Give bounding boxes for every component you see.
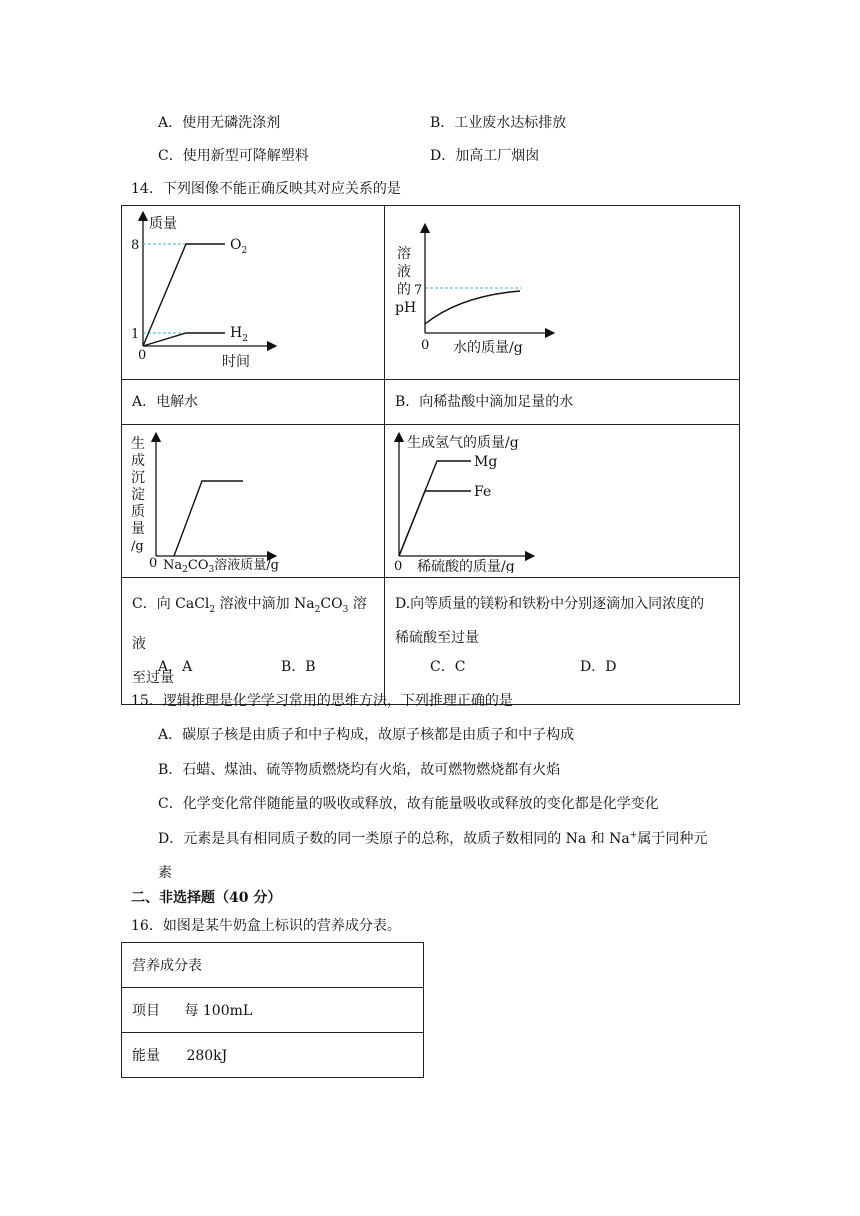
nutrition-row2-value: 280kJ <box>186 1048 228 1064</box>
graph-d-origin: 0 <box>394 559 403 573</box>
graph-b-tick-7: 7 <box>414 283 423 298</box>
caption-b-cell <box>385 380 740 425</box>
graph-c <box>122 425 384 573</box>
graph-b-ylabel-2: 液 <box>397 264 411 280</box>
graph-d <box>385 425 739 573</box>
graph-d-xlabel: 稀硫酸的质量/g <box>417 559 515 573</box>
graph-a-origin: 0 <box>138 348 147 363</box>
table-row <box>122 988 424 1033</box>
graph-b-ylabel-3: 的 <box>397 282 411 298</box>
q14-option-a: A．A <box>158 659 193 675</box>
graph-a-o2-line <box>143 244 225 346</box>
q15-stem: 15．逻辑推理是化学学习常用的思维方法，下列推理正确的是 <box>131 693 513 709</box>
graph-c-origin: 0 <box>149 556 158 571</box>
q14-graph-table <box>121 205 740 705</box>
section-2-title: 二、非选择题（40 分） <box>131 890 282 906</box>
q15-option-d: D．元素是具有相同质子数的同一类原子的总称，故质子数相同的 Na 和 Na+属于同种元 <box>158 830 708 847</box>
graph-c-cell <box>122 425 385 578</box>
graph-c-ylabel-2: 成 <box>131 453 145 469</box>
graph-a-h2-line <box>143 333 225 346</box>
graph-b-ylabel-1: 溶 <box>397 246 411 262</box>
q13-option-a: A．使用无磷洗涤剂 <box>158 115 281 131</box>
nutrition-row1-value: 每 100mL <box>184 1003 253 1019</box>
graph-a-h2-label: $H_2$ <box>230 325 248 344</box>
q13-option-c: C．使用新型可降解塑料 <box>158 148 309 164</box>
graph-a-tick-1: 1 <box>131 327 140 342</box>
graph-a-cell <box>122 206 385 380</box>
graph-b <box>385 206 739 375</box>
nutrition-table-title: 营养成分表 <box>122 943 424 988</box>
graph-c-ylabel-4: 淀 <box>131 487 145 503</box>
caption-b: B．向稀盐酸中滴加足量的水 <box>395 394 574 410</box>
graph-d-fe-label: Fe <box>474 484 492 500</box>
caption-c: C．向 CaCl$_2$ 溶液中滴加 $Na_2CO_3$ 溶液 至过量 <box>132 596 367 686</box>
graph-b-cell <box>385 206 740 380</box>
q14-stem: 14．下列图像不能正确反映其对应关系的是 <box>131 181 401 197</box>
graph-b-origin: 0 <box>421 338 430 353</box>
caption-c-cell <box>122 578 385 705</box>
graph-c-ylabel-5: 质 <box>131 504 145 520</box>
q13-option-d: D．加高工厂烟囱 <box>430 148 540 164</box>
graph-a-ylabel: 质量 <box>149 216 177 232</box>
graph-b-ylabel-4: pH <box>395 300 417 316</box>
graph-d-cell <box>385 425 740 578</box>
graph-d-ylabel: 生成氢气的质量/g <box>407 435 519 451</box>
nutrition-table <box>121 942 424 1078</box>
q13-option-b: B．工业废水达标排放 <box>430 115 567 131</box>
q15-option-c: C．化学变化常伴随能量的吸收或释放，故有能量吸收或释放的变化都是化学变化 <box>158 796 659 812</box>
graph-d-fe-line <box>399 491 471 556</box>
graph-d-mg-label: Mg <box>474 454 498 470</box>
q15-option-a: A．碳原子核是由质子和中子构成，故原子核都是由质子和中子构成 <box>158 727 575 743</box>
graph-b-xlabel: 水的质量/g <box>453 340 523 356</box>
q14-option-d: D．D <box>580 659 617 675</box>
graph-c-ylabel-1: 生 <box>131 436 145 452</box>
q15-option-b: B．石蜡、煤油、硫等物质燃烧均有火焰，故可燃物燃烧都有火焰 <box>158 762 561 778</box>
caption-a: A．电解水 <box>132 394 199 410</box>
graph-a <box>122 206 384 375</box>
graph-b-ph-curve <box>425 291 520 324</box>
q14-option-c: C．C <box>430 659 466 675</box>
nutrition-row2-label: 能量 <box>132 1048 160 1064</box>
graph-c-ylabel-3: 沉 <box>131 470 145 486</box>
table-row <box>122 1033 424 1078</box>
graph-c-precipitate-line <box>174 481 243 556</box>
q15-option-d-cont: 素 <box>158 865 172 881</box>
nutrition-row1-label: 项目 <box>132 1003 160 1019</box>
graph-c-xlabel: $Na_2CO_3$溶液质量/g <box>163 558 279 573</box>
graph-a-o2-label: $O_2$ <box>230 237 248 256</box>
graph-d-mg-line <box>399 461 471 556</box>
caption-a-cell <box>122 380 385 425</box>
graph-a-xlabel: 时间 <box>222 354 250 370</box>
caption-d-cell <box>385 578 740 705</box>
graph-c-ylabel-6: 量 <box>131 521 145 537</box>
graph-a-tick-8: 8 <box>131 238 140 253</box>
q16-stem: 16．如图是某牛奶盒上标识的营养成分表。 <box>131 918 401 934</box>
q14-option-b: B．B <box>281 659 316 675</box>
nutrition-table-title-row <box>122 943 424 988</box>
caption-d: D.向等质量的镁粉和铁粉中分别逐滴加入同浓度的 稀硫酸至过量 <box>395 596 705 646</box>
graph-c-ylabel-7: /g <box>131 539 144 554</box>
